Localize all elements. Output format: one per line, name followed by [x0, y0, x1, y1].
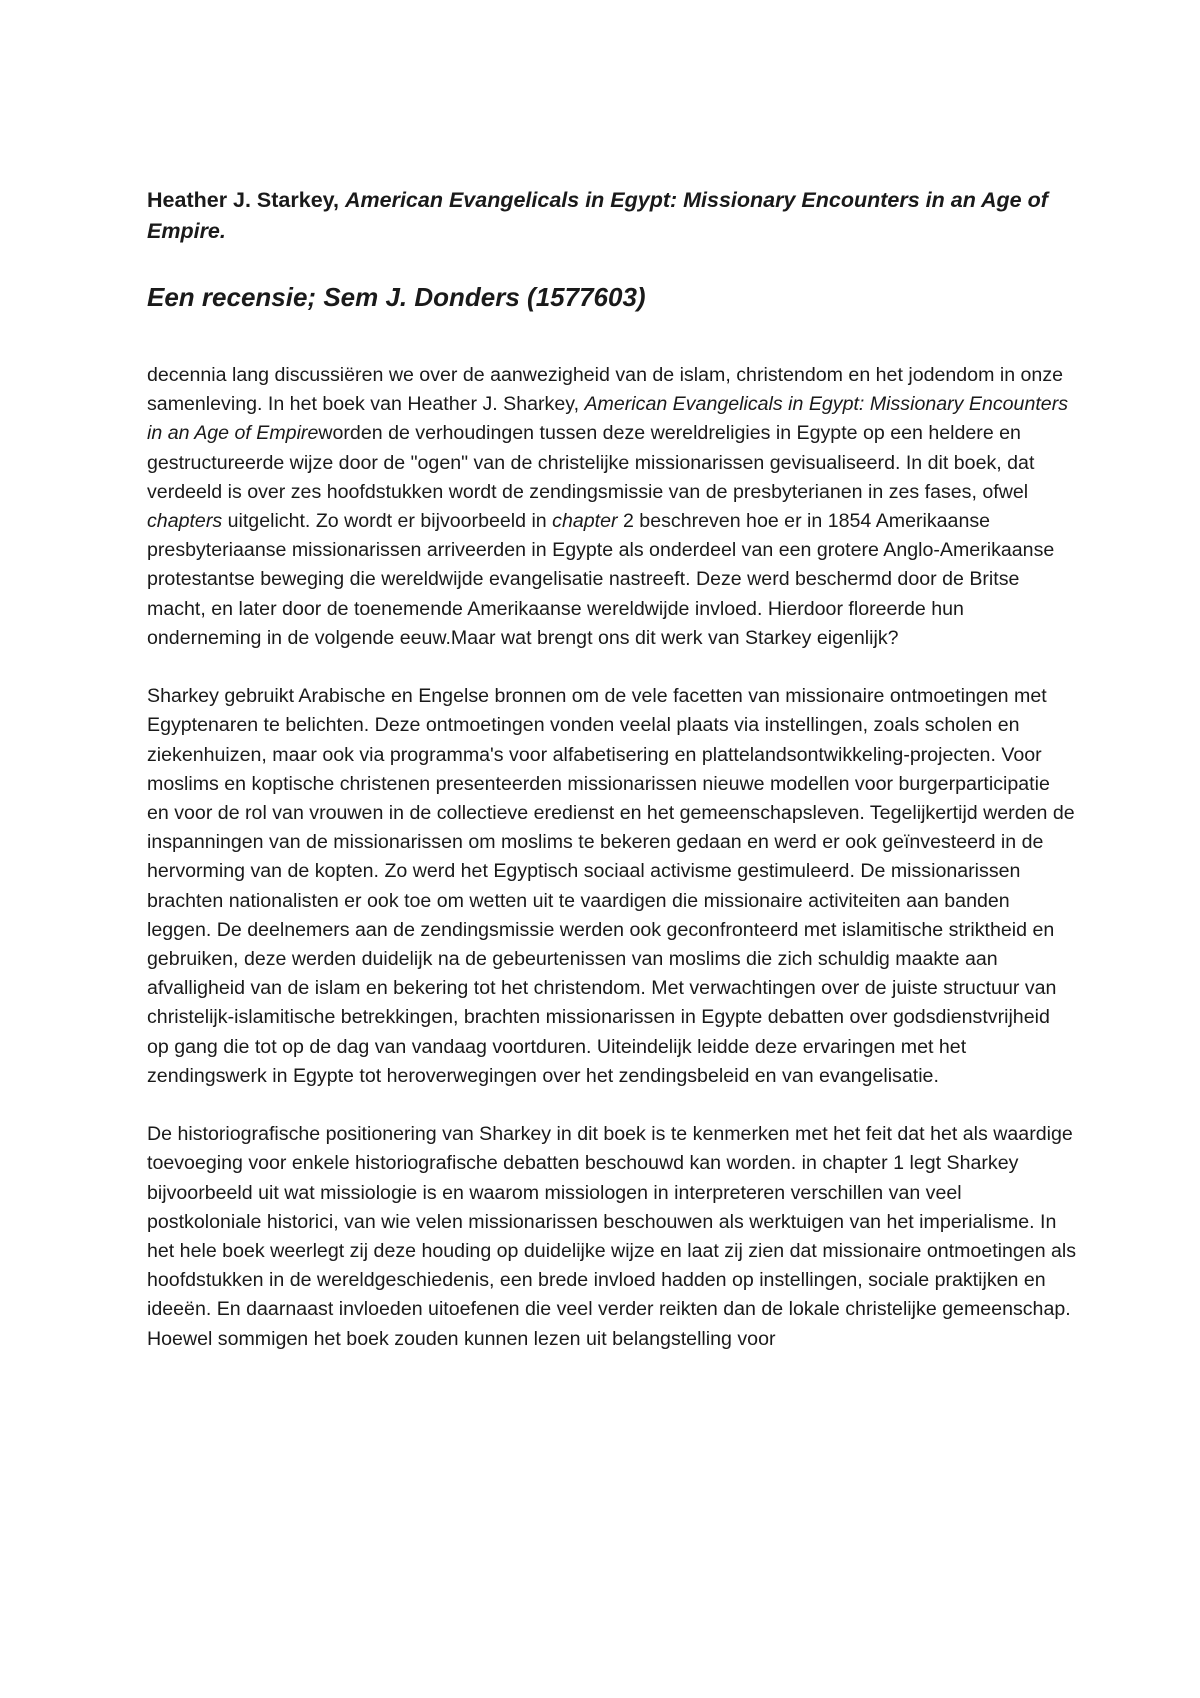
paragraph-1-text-b: worden de verhoudingen tussen deze wereldreligies in Egypte op een heldere en gestructureerde wijze door de "ogen" van de christelijke missionarissen gevisualiseerd. In dit boek, dat verdeeld is over zes hoofdstukken wordt de zendingsmissie van de presbyterianen in zes fases, ofwel — [147, 422, 1035, 503]
paragraph-2: Sharkey gebruikt Arabische en Engelse bronnen om de vele facetten van missionaire ontmoetingen met Egyptenaren te belichten. Deze ontmoetingen vonden veelal plaats via instellingen, zoals scholen en ziekenhuizen, maar ook via programma's voor alfabetisering en plattelandsontwikkeling-projecten. Voor moslims en koptische christenen presenteerden missionarissen nieuwe modellen voor burgerparticipatie en voor de rol van vrouwen in de collectieve eredienst en het gemeenschapsleven. Tegelijkertijd werden de inspanningen van de missionarissen om moslims te bekeren gedaan en werd er ook geïnvesteerd in de hervorming van de kopten. Zo werd het Egyptisch sociaal activisme gestimuleerd. De missionarissen brachten nationalisten er ook toe om wetten uit te vaardigen die missionaire activiteiten aan banden leggen. De deelnemers aan de zendingsmissie werden ook geconfronteerd met islamitische striktheid en gebruiken, deze werden duidelijk na de gebeurtenissen van moslims die zich schuldig maakte aan afvalligheid van de islam en bekering tot het christendom. Met verwachtingen over de juiste structuur van christelijk-islamitische betrekkingen, brachten missionarissen in Egypte debatten over godsdienstvrijheid op gang die tot op de dag van vandaag voortduren. Uiteindelijk leidde deze ervaringen met het zendingswerk in Egypte tot heroverwegingen over het zendingsbeleid en van evangelisatie. — [147, 685, 1075, 1087]
chapter-italic: chapter — [552, 510, 618, 533]
paragraph-3: De historiografische positionering van Sharkey in dit boek is te kenmerken met het feit dat het als waardige toevoeging voor enkele historiografische debatten beschouwd kan worden. in chapter 1 legt Sharkey bijvoorbeeld uit wat missiologie is en waarom missiologen in interpreteren verschillen van veel postkoloniale historici, van wie velen missionarissen beschouwen als werktuigen van het imperialisme. In het hele boek weerlegt zij deze houding op duidelijke wijze en laat zij zien dat missionaire ontmoetingen als hoofdstukken in de wereldgeschiedenis, een brede invloed hadden op instellingen, sociale praktijken en ideeën. En daarnaast invloeden uitoefenen die veel verder reikten dan de lokale christelijke gemeenschap. Hoewel sommigen het boek zouden kunnen lezen uit belangstelling voor — [147, 1123, 1077, 1350]
chapters-italic: chapters — [147, 510, 223, 533]
review-heading: Een recensie; Sem J. Donders (1577603) — [147, 282, 646, 312]
title-book: American Evangelicals in Egypt: Missionary Encounters in an Age of Empire. — [147, 188, 1048, 243]
paragraph-1-text-a: decennia lang discussiëren we over de aanwezigheid van de islam, christendom en het jodendom in onze samenleving. In het boek van Heather J. Sharkey, — [147, 364, 1064, 416]
paragraph-1 — [147, 361, 1077, 653]
document-title — [147, 185, 1067, 247]
paragraph-1-text-d: 2 beschreven hoe er in 1854 Amerikaanse presbyteriaanse missionarissen arriveerden in Egypte als onderdeel van een grotere Anglo-Amerikaanse protestantse beweging die wereldwijde evangelisatie nastreeft. Deze werd beschermd door de Britse macht, en later door de toenemende Amerikaanse wereldwijde invloed. Hierdoor floreerde hun onderneming in de volgende eeuw.Maar wat brengt ons dit werk van Starkey eigenlijk? — [147, 510, 1055, 649]
paragraph-1-text-c: uitgelicht. Zo wordt er bijvoorbeeld in — [222, 510, 553, 533]
book-title-italic: American Evangelicals in Egypt: Missionary Encounters in an Age of Empire — [147, 393, 1069, 445]
title-author: Heather J. Starkey, — [147, 188, 345, 212]
document-body — [147, 361, 1077, 1383]
